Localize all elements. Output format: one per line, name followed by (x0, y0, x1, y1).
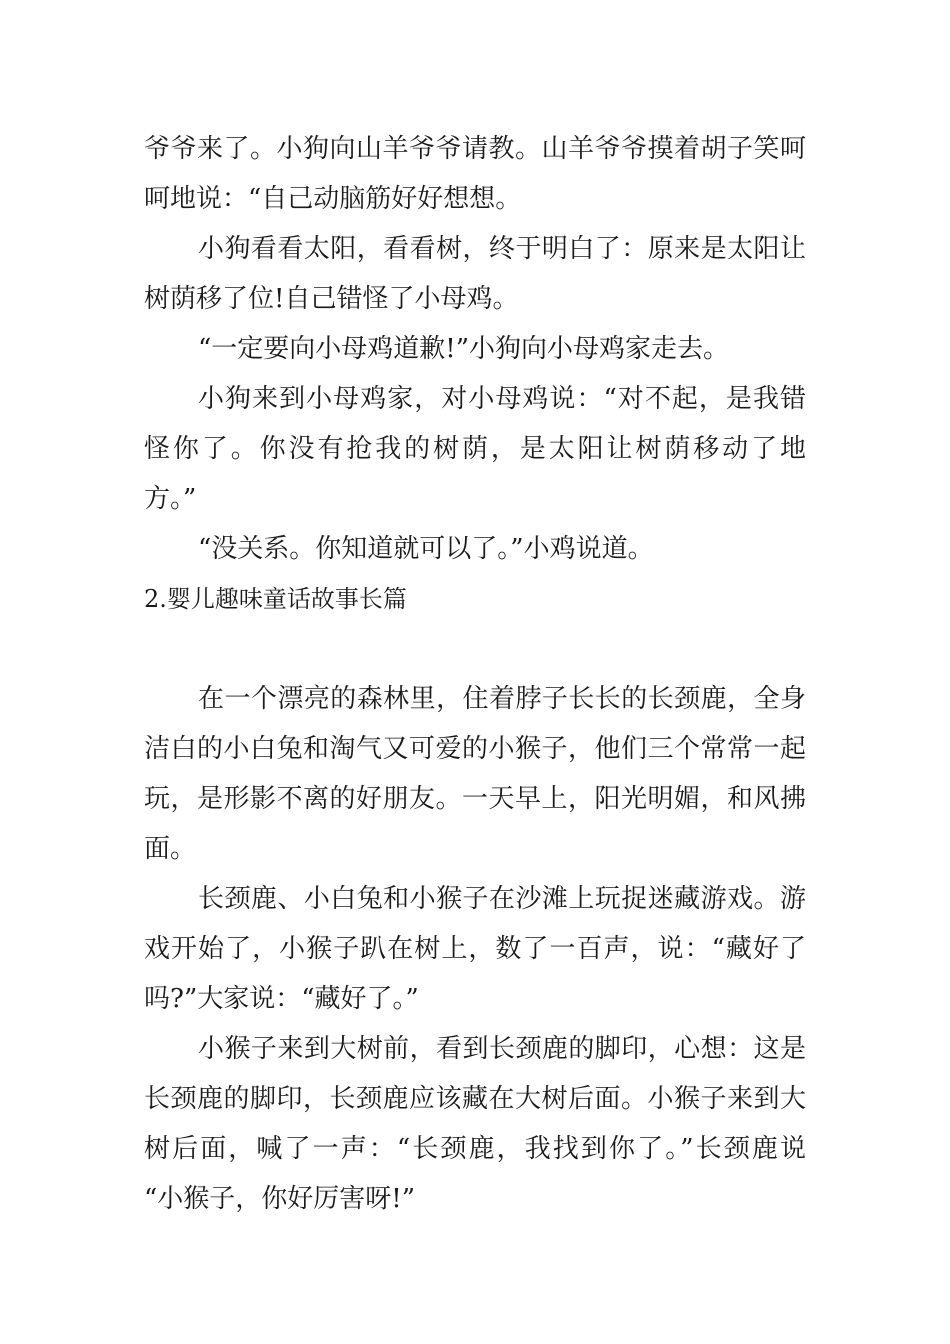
text-line: “小猴子，你好厉害呀!” (144, 1184, 416, 1214)
text-line: 小狗来到小母鸡家，对小母鸡说：“对不起，是我错 (198, 384, 806, 414)
text-line: 玩，是形影不离的好朋友。一天早上，阳光明媚，和风拂 (144, 784, 806, 814)
text-line: 树后面，喊了一声：“长颈鹿，我找到你了。”长颈鹿说 (144, 1134, 806, 1164)
text-line: 面。 (144, 834, 197, 864)
text-line: 爷爷来了。小狗向山羊爷爷请教。山羊爷爷摸着胡子笑呵 (144, 134, 806, 164)
text-line: 长颈鹿的脚印，长颈鹿应该藏在大树后面。小猴子来到大 (144, 1084, 806, 1114)
text-line: 戏开始了，小猴子趴在树上，数了一百声，说：“藏好了 (144, 934, 806, 964)
text-line: 小狗看看太阳，看看树，终于明白了：原来是太阳让 (198, 234, 806, 264)
section-heading: 2.婴儿趣味童话故事长篇 (144, 585, 407, 613)
text-line: 长颈鹿、小白兔和小猴子在沙滩上玩捉迷藏游戏。游 (198, 884, 806, 914)
text-line: “一定要向小母鸡道歉!”小狗向小母鸡家走去。 (198, 334, 730, 364)
text-line: 洁白的小白兔和淘气又可爱的小猴子，他们三个常常一起 (144, 734, 806, 764)
text-line: 小猴子来到大树前，看到长颈鹿的脚印，心想：这是 (198, 1034, 806, 1064)
text-line: 树荫移了位!自己错怪了小母鸡。 (144, 284, 519, 314)
text-line: 在一个漂亮的森林里，住着脖子长长的长颈鹿，全身 (198, 684, 806, 714)
text-line: 吗?”大家说：“藏好了。” (144, 984, 419, 1014)
text-line: “没关系。你知道就可以了。”小鸡说道。 (198, 534, 654, 564)
text-line: 呵地说：“自己动脑筋好好想想。 (144, 184, 522, 214)
text-line: 方。” (144, 484, 197, 514)
text-line: 怪你了。你没有抢我的树荫，是太阳让树荫移动了地 (144, 434, 806, 464)
